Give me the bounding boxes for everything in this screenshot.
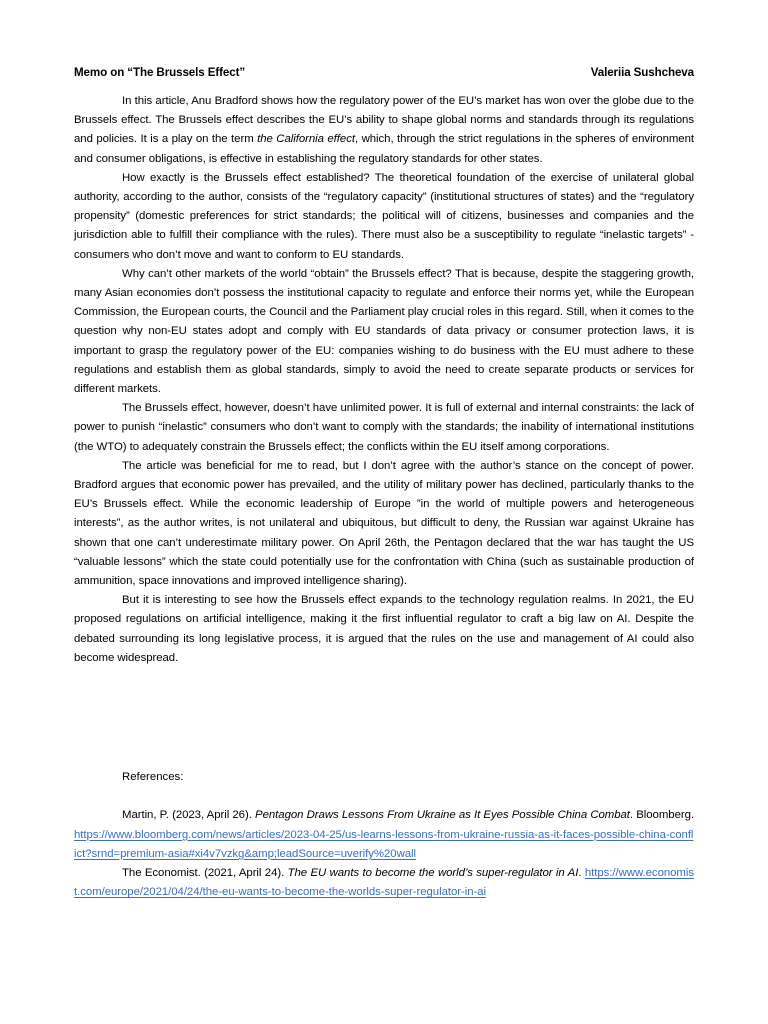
reference-entry: Martin, P. (2023, April 26). Pentagon Draws Lessons From Ukraine as It Eyes Possible China Combat. Bloomberg. https://www.bloomberg.com/news/articles/2023-04-25/us-learns-lessons-from-ukraine-russia-as-it-faces-possible-china-conflict?srnd=premium-asia#xi4v7vzkg&amp;leadSource=uverify%20wall [74,809,694,860]
italic-text: Pentagon Draws Lessons From Ukraine as It Eyes Possible China Combat [255,809,630,822]
reference-entry: The Economist. (2021, April 24). The EU wants to become the world’s super-regulator in AI. https://www.economist.com/europe/2021/04/24/the-eu-wants-to-become-the-worlds-super-regulator-in-ai [74,866,694,899]
document-body [74,92,694,668]
body-paragraph: The Brussels effect, however, doesn’t have unlimited power. It is full of external and internal constraints: the lack of power to punish “inelastic” consumers who don’t want to comply with the standards; the inability of international institutions (the WTO) to adequately constrain the Brussels effect; the conflicts within the EU itself among corporations. [74,402,694,453]
references-section [74,668,694,902]
italic-text: the California effect [257,133,355,146]
italic-text: The EU wants to become the world’s super-regulator in AI [287,866,579,879]
body-paragraph: The article was beneficial for me to read, but I don’t agree with the author’s stance on the concept of power. Bradford argues that economic power has prevailed, and the utility of military power has declined, particularly thanks to the EU’s Brussels effect. While the economic leadership of Europe ”in the world of multiple powers and heterogeneous interests”, as the author writes, is not unilateral and ubiquitous, but difficult to deny, the Russian war against Ukraine has shown that one can’t underestimate military power. On April 26th, the Pentagon declared that the war has taught the US “valuable lessons” which the state could potentially use for the confrontation with China (such as sustainable production of ammunition, space innovations and improved intelligence sharing). [74,459,694,588]
references-label: References: [122,771,184,784]
author-name: Valeriia Sushcheva [590,66,694,79]
references-spacer [74,787,694,806]
body-paragraph: But it is interesting to see how the Brussels effect expands to the technology regulation realms. In 2021, the EU proposed regulations on artificial intelligence, making it the first influential regulator to craft a big law on AI. Despite the debated surrounding its long legislative process, it is argued that the rules on the use and management of AI could also become widespread. [74,594,694,664]
body-paragraph: Why can’t other markets of the world “obtain” the Brussels effect? That is because, despite the staggering growth, many Asian economies don’t possess the institutional capacity to regulate and enforce their norms yet, while the European Commission, the European courts, the Council and the Parliament play crucial roles in this regard. Still, when it comes to the question why non-EU states adopt and comply with EU standards of data privacy or consumer protection laws, it is important to grasp the regulatory power of the EU: companies wishing to do business with the EU must adhere to these regulations and establish them as global standards, simply to avoid the need to create separate products or services for different markets. [74,267,694,396]
reference-hyperlink[interactable]: https://www.economist.com/europe/2021/04/24/the-eu-wants-to-become-the-worlds-super-regulator-in-ai [74,866,694,899]
page-title: Memo on “The Brussels Effect” [74,66,246,79]
reference-hyperlink[interactable]: https://www.bloomberg.com/news/articles/2023-04-25/us-learns-lessons-from-ukraine-russia-as-it-faces-possible-china-conflict?srnd=premium-asia#xi4v7vzkg&amp;leadSource=uverify%20wall [74,828,694,860]
document-header [74,66,694,79]
body-paragraph: In this article, Anu Bradford shows how the regulatory power of the EU’s market has won over the globe due to the Brussels effect. The Brussels effect describes the EU’s ability to shape global norms and standards through its regulations and policies. It is a play on the term the California effect, which, through the strict regulations in the spheres of environment and consumer obligations, is effective in establishing the regulatory standards for other states. [74,95,694,165]
body-paragraph: How exactly is the Brussels effect established? The theoretical foundation of the exercise of unilateral global authority, according to the author, consists of the “regulatory capacity” (institutional structures of states) and the “regulatory propensity” (domestic preferences for strict standards; the political will of citizens, businesses and companies and the jurisdiction able to fulfill their compliance with the rules). There must also be a susceptibility to regulate “inelastic targets” - consumers who don’t move and want to conform to EU standards. [74,171,694,261]
